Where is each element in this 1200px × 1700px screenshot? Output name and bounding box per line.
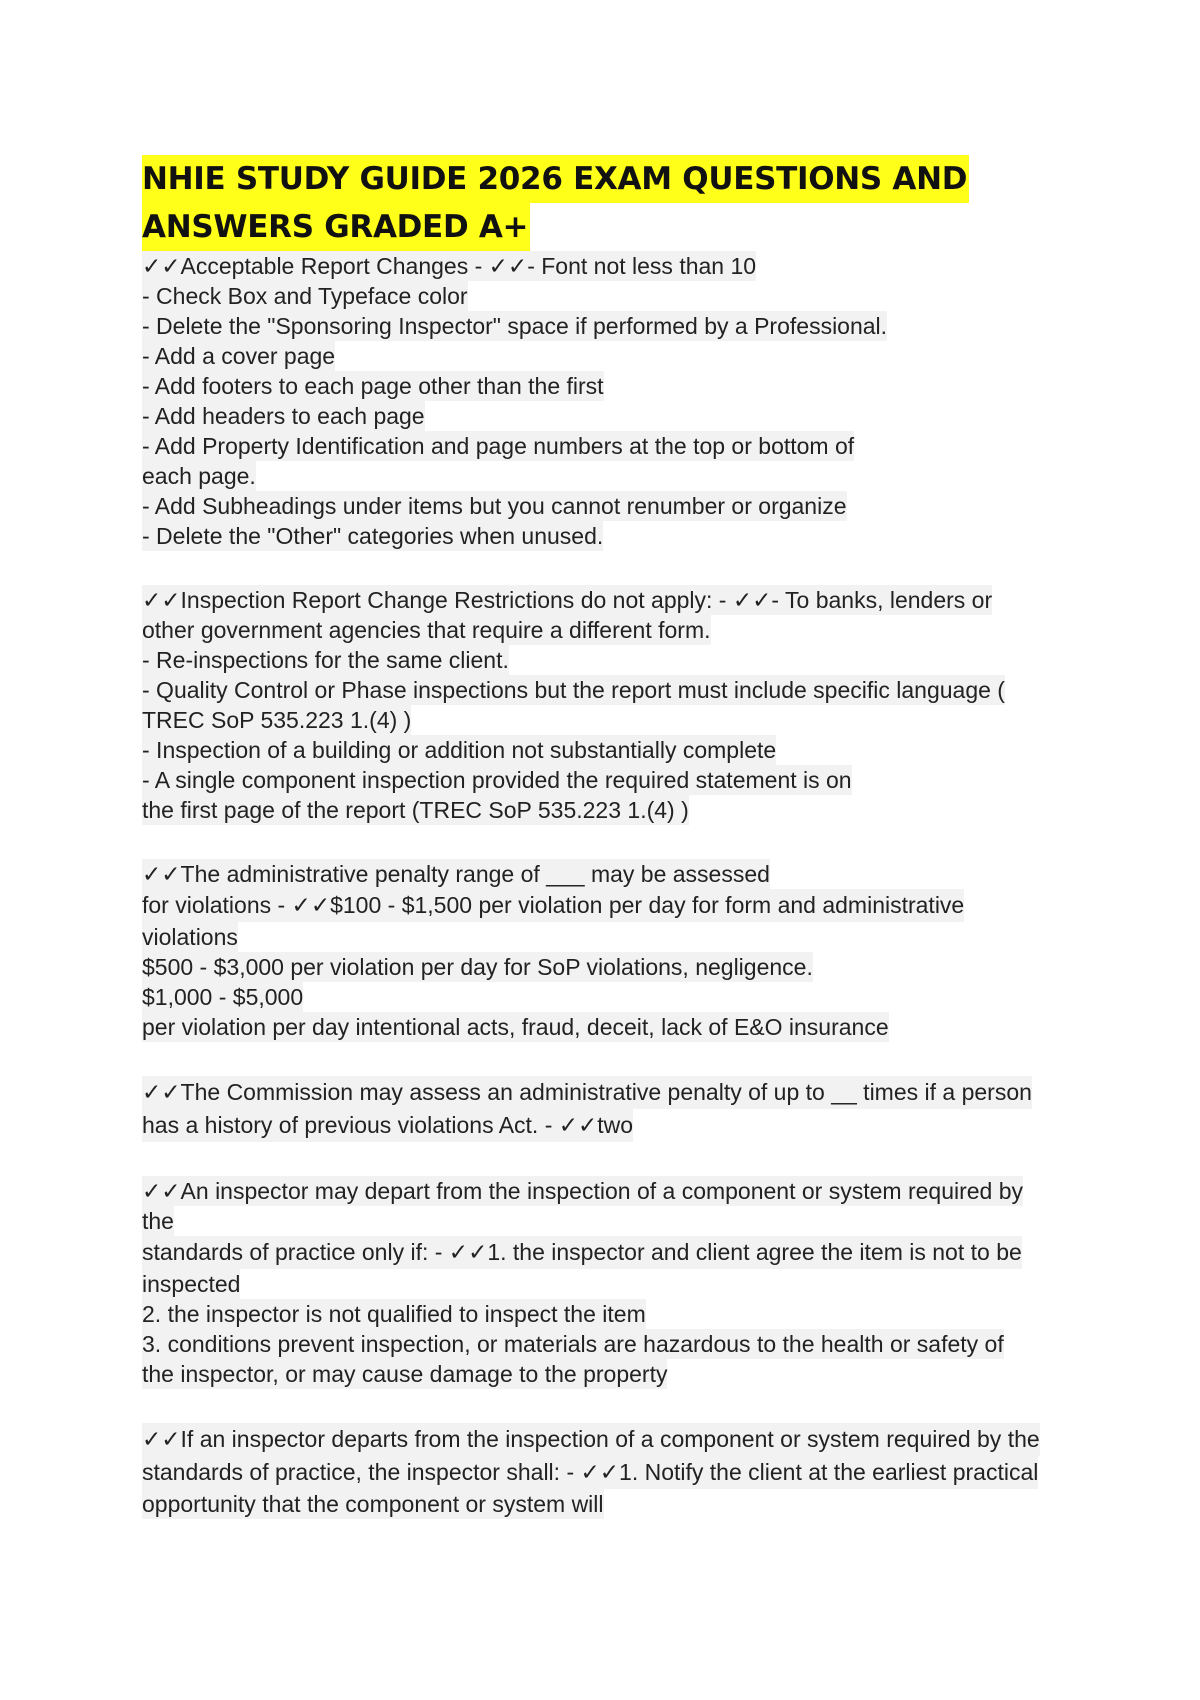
qa-line: ✓✓An inspector may depart from the inspection of a component or system required by [142,1178,1024,1204]
qa-line: $1,000 - $5,000 [142,984,304,1010]
qa-block-report-changes [142,251,1082,551]
qa-block-depart-inspection [142,1176,1082,1389]
qa-line: inspected [142,1271,241,1297]
qa-line: - Quality Control or Phase inspections but the report must include specific language ( [142,677,1005,703]
qa-line: ✓✓The administrative penalty range of ___ may be assessed [142,861,770,887]
qa-line: $500 - $3,000 per violation per day for SoP violations, negligence. [142,954,813,980]
qa-line: ✓✓The Commission may assess an administrative penalty of up to __ times if a person [142,1076,1032,1109]
qa-line: - Delete the "Other" categories when unused. [142,523,604,549]
qa-line: TREC SoP 535.223 1.(4) ) [142,707,412,733]
qa-block-penalty-range [142,859,1082,1042]
qa-block-commission-penalty [142,1076,1082,1142]
qa-line: has a history of previous violations Act. - ✓✓two [142,1109,633,1142]
qa-line: - Add Property Identification and page numbers at the top or bottom of [142,433,855,459]
qa-line: standards of practice, the inspector shall: - ✓✓1. Notify the client at the earliest practical [142,1456,1038,1489]
qa-line: - A single component inspection provided the required statement is on [142,767,852,793]
qa-line: - Check Box and Typeface color [142,283,468,309]
qa-line: - Add a cover page [142,343,336,369]
qa-line: ✓✓Inspection Report Change Restrictions do not apply: - ✓✓- To banks, lenders or [142,587,993,613]
spacer [142,1389,1082,1423]
qa-line: - Delete the "Sponsoring Inspector" space if performed by a Professional. [142,313,888,339]
qa-line: - Inspection of a building or addition not substantially complete [142,737,777,763]
title-line-1: NHIE STUDY GUIDE 2026 EXAM QUESTIONS AND [142,155,969,203]
qa-line: for violations - ✓✓$100 - $1,500 per violation per day for form and administrative [142,889,964,922]
spacer [142,1042,1082,1076]
qa-line: 3. conditions prevent inspection, or materials are hazardous to the health or safety of [142,1331,1004,1357]
spacer [142,1142,1082,1176]
qa-line: other government agencies that require a different form. [142,617,711,643]
qa-line: opportunity that the component or system will [142,1491,604,1517]
document-page [142,155,1082,1519]
qa-block-inspector-shall [142,1423,1082,1519]
qa-line: 2. the inspector is not qualified to inspect the item [142,1301,646,1327]
qa-line: each page. [142,463,256,489]
qa-line: - Add Subheadings under items but you cannot renumber or organize [142,493,847,519]
qa-line: the inspector, or may cause damage to the property [142,1361,668,1387]
qa-line: the first page of the report (TREC SoP 535.223 1.(4) ) [142,797,689,823]
qa-line: the [142,1208,174,1234]
document-title [142,155,1082,251]
qa-line: - Add headers to each page [142,403,425,429]
spacer [142,825,1082,859]
qa-line: - Re-inspections for the same client. [142,647,509,673]
title-line-2: ANSWERS GRADED A+ [142,203,530,251]
qa-line: violations [142,924,238,950]
qa-line: standards of practice only if: - ✓✓1. the inspector and client agree the item is not to be [142,1236,1022,1269]
qa-line: - Add footers to each page other than the first [142,373,604,399]
spacer [142,551,1082,585]
qa-line: ✓✓If an inspector departs from the inspection of a component or system required by the [142,1423,1040,1456]
qa-line: per violation per day intentional acts, fraud, deceit, lack of E&O insurance [142,1014,889,1040]
qa-line: ✓✓Acceptable Report Changes - ✓✓- Font not less than 10 [142,253,757,279]
qa-block-change-restrictions [142,585,1082,825]
